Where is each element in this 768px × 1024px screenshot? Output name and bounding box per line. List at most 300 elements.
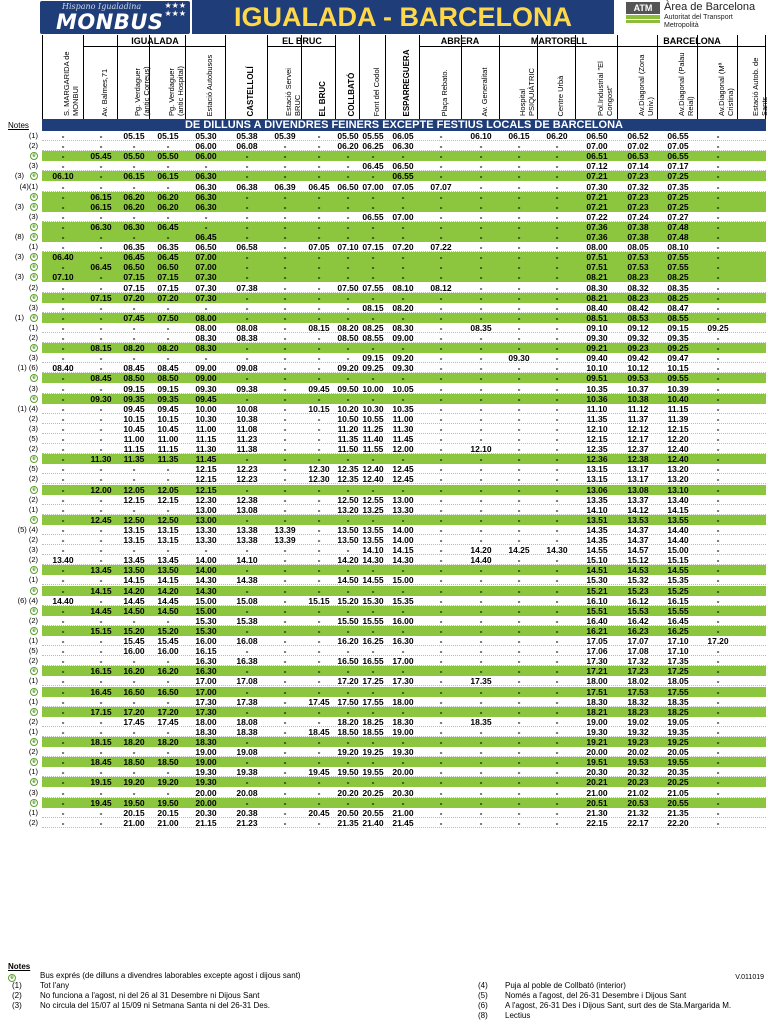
time-cell: - [317, 282, 321, 293]
time-cell: - [716, 474, 720, 485]
time-cell: - [61, 524, 65, 535]
time-cell: 12.30 [195, 494, 217, 505]
time-cell: - [61, 605, 65, 616]
table-row [0, 373, 768, 383]
time-cell: - [61, 423, 65, 434]
station-column-header [84, 35, 118, 119]
time-cell: - [317, 686, 321, 697]
time-cell: - [555, 353, 559, 364]
time-cell: - [99, 383, 103, 394]
time-cell: - [716, 383, 720, 394]
time-cell: 16.55 [362, 656, 384, 667]
time-cell: - [716, 333, 720, 343]
time-cell: - [346, 171, 350, 182]
express-icon: e [30, 152, 38, 160]
time-cell: 17.21 [586, 666, 608, 677]
time-cell: 15.32 [627, 575, 649, 586]
table-row [0, 131, 768, 141]
time-cell: 10.10 [586, 363, 608, 374]
table-row [0, 424, 768, 434]
time-cell: - [245, 292, 249, 303]
time-cell: - [166, 615, 170, 626]
time-cell: - [61, 817, 65, 828]
time-cell: - [439, 484, 443, 495]
time-cell: - [61, 777, 65, 788]
time-cell: - [517, 363, 521, 374]
time-cell: 19.53 [627, 757, 649, 768]
time-cell: 10.50 [337, 413, 359, 424]
time-cell: - [371, 221, 375, 232]
time-cell: - [716, 242, 720, 253]
time-cell: - [401, 191, 405, 202]
time-cell: - [346, 312, 350, 323]
time-cell: - [283, 282, 287, 293]
time-cell: 17.38 [236, 696, 258, 707]
time-cell: - [439, 232, 443, 242]
time-cell: - [317, 706, 321, 717]
time-cell: 09.23 [627, 343, 649, 354]
time-cell: 16.25 [667, 625, 689, 636]
time-cell: - [439, 312, 443, 323]
time-cell: - [346, 585, 350, 596]
time-cell: - [401, 666, 405, 677]
time-cell: - [479, 312, 483, 323]
time-cell: - [283, 777, 287, 788]
time-cell: - [517, 615, 521, 626]
time-cell: 12.38 [236, 494, 258, 505]
time-cell: 20.00 [195, 797, 217, 808]
time-cell: 16.50 [337, 656, 359, 667]
time-cell: 13.15 [157, 524, 179, 535]
time-cell: 07.51 [586, 252, 608, 263]
time-cell: - [716, 696, 720, 707]
time-cell: - [283, 464, 287, 475]
time-cell: - [166, 141, 170, 152]
time-cell: - [283, 807, 287, 818]
time-cell: 17.05 [586, 636, 608, 646]
time-cell: 12.50 [157, 514, 179, 525]
table-row [0, 464, 768, 474]
time-cell: - [99, 322, 103, 333]
time-cell: 14.40 [667, 535, 689, 545]
time-cell: - [283, 333, 287, 343]
time-cell: - [401, 312, 405, 323]
time-cell: - [555, 181, 559, 192]
time-cell: - [99, 726, 103, 737]
time-cell: - [132, 322, 136, 333]
time-cell: - [439, 383, 443, 394]
time-cell: - [517, 252, 521, 263]
time-cell: - [517, 504, 521, 515]
time-cell: - [61, 737, 65, 747]
time-cell: 10.08 [236, 403, 258, 414]
time-cell: - [439, 454, 443, 465]
time-cell: - [439, 171, 443, 182]
time-cell: - [99, 403, 103, 414]
time-cell: 14.00 [392, 524, 414, 535]
time-cell: 06.30 [392, 141, 414, 152]
time-cell: - [346, 292, 350, 303]
time-cell: 12.45 [90, 514, 112, 525]
stars-icon: ★★★ ★★★ [164, 1, 186, 18]
time-cell: 18.25 [667, 706, 689, 717]
time-cell: 11.00 [123, 434, 145, 444]
time-cell: - [439, 605, 443, 616]
time-cell: 13.40 [52, 555, 74, 566]
time-cell: 19.32 [627, 726, 649, 737]
time-cell: 16.42 [627, 615, 649, 626]
time-cell: - [479, 706, 483, 717]
time-cell: - [439, 302, 443, 313]
time-cell: 09.30 [586, 333, 608, 343]
time-cell: - [401, 737, 405, 747]
time-cell: 07.20 [392, 242, 414, 253]
time-cell: - [555, 161, 559, 172]
time-cell: 20.45 [308, 807, 330, 818]
time-cell: - [166, 211, 170, 222]
time-cell: - [401, 393, 405, 404]
time-cell: 11.25 [362, 423, 384, 434]
time-cell: 14.00 [195, 555, 217, 566]
time-cell: 13.55 [362, 535, 384, 545]
time-cell: 15.45 [157, 636, 179, 646]
time-cell: 13.50 [157, 565, 179, 576]
time-cell: - [517, 666, 521, 677]
time-cell: - [283, 252, 287, 263]
time-cell: 06.20 [157, 201, 179, 212]
table-row [0, 313, 768, 323]
time-cell: - [317, 161, 321, 172]
time-cell: - [401, 373, 405, 384]
time-cell: - [479, 262, 483, 273]
time-cell: - [317, 757, 321, 768]
time-cell: 13.55 [667, 514, 689, 525]
time-cell: - [479, 464, 483, 475]
express-icon: e [30, 688, 38, 696]
time-cell: - [61, 706, 65, 717]
time-cell: - [99, 232, 103, 242]
time-cell: 14.45 [157, 595, 179, 606]
time-cell: - [283, 545, 287, 556]
time-cell: 08.00 [586, 242, 608, 253]
time-cell: 14.50 [337, 575, 359, 586]
time-cell: 16.21 [586, 625, 608, 636]
time-cell: - [99, 767, 103, 778]
time-cell: 11.20 [337, 423, 359, 434]
footnote-key: (4) [478, 981, 488, 990]
time-cell: - [283, 161, 287, 172]
time-cell: 07.10 [52, 272, 74, 283]
time-cell: 08.25 [667, 272, 689, 283]
time-cell: - [401, 343, 405, 354]
row-note: (3) [14, 171, 24, 181]
time-cell: 05.50 [123, 151, 145, 162]
time-cell: - [371, 151, 375, 162]
time-cell: - [61, 151, 65, 162]
time-cell: 07.20 [157, 292, 179, 303]
time-cell: - [346, 191, 350, 202]
time-cell: - [346, 252, 350, 263]
time-cell: - [346, 737, 350, 747]
time-cell: 07.15 [90, 292, 112, 303]
time-cell: - [439, 211, 443, 222]
time-cell: 20.23 [627, 777, 649, 788]
time-cell: 06.45 [90, 262, 112, 273]
time-cell: - [401, 757, 405, 768]
footnote-key: (2) [12, 991, 22, 1000]
table-row [0, 232, 768, 242]
time-cell: - [517, 646, 521, 657]
time-cell: 08.25 [667, 292, 689, 303]
page-title-bar [192, 0, 614, 34]
time-cell: 17.20 [157, 706, 179, 717]
time-cell: - [479, 747, 483, 758]
time-cell: - [555, 141, 559, 152]
time-cell: 10.12 [627, 363, 649, 374]
time-cell: - [99, 817, 103, 828]
time-cell: - [166, 333, 170, 343]
row-note: (2) [28, 413, 38, 423]
time-cell: - [716, 817, 720, 828]
time-cell: - [99, 333, 103, 343]
time-cell: - [346, 666, 350, 677]
time-cell: 20.53 [627, 797, 649, 808]
time-cell: 08.50 [337, 333, 359, 343]
time-cell: - [517, 272, 521, 283]
time-cell: 20.15 [157, 807, 179, 818]
time-cell: 14.15 [392, 545, 414, 556]
time-cell: - [61, 636, 65, 646]
table-row [0, 454, 768, 464]
time-cell: - [555, 434, 559, 444]
time-cell: - [439, 706, 443, 717]
time-cell: 07.48 [667, 221, 689, 232]
time-cell: - [132, 504, 136, 515]
time-cell: 17.08 [236, 676, 258, 687]
time-cell: 06.20 [546, 131, 568, 141]
time-cell: - [716, 757, 720, 768]
page-title: IGUALADA - BARCELONA [234, 1, 572, 32]
time-cell: 17.25 [667, 666, 689, 677]
time-cell: 12.10 [470, 444, 492, 455]
time-cell: - [439, 322, 443, 333]
time-cell: - [716, 221, 720, 232]
time-cell: - [204, 221, 208, 232]
time-cell: - [132, 464, 136, 475]
time-cell: - [479, 413, 483, 424]
time-cell: 16.45 [667, 615, 689, 626]
time-cell: - [283, 322, 287, 333]
row-note: (2) [28, 656, 38, 666]
time-cell: 20.55 [362, 807, 384, 818]
time-cell: - [439, 474, 443, 485]
time-cell: 14.40 [470, 555, 492, 566]
time-cell: - [479, 353, 483, 364]
time-cell: - [517, 161, 521, 172]
time-cell: - [245, 666, 249, 677]
time-cell: - [283, 656, 287, 667]
time-cell: 09.21 [586, 343, 608, 354]
time-cell: 15.53 [627, 605, 649, 616]
time-cell: 06.50 [157, 262, 179, 273]
time-cell: - [204, 211, 208, 222]
time-cell: 09.15 [157, 383, 179, 394]
time-cell: 07.12 [586, 161, 608, 172]
time-cell: - [317, 585, 321, 596]
time-cell: 19.55 [667, 757, 689, 768]
time-cell: 17.55 [362, 696, 384, 707]
time-cell: - [61, 201, 65, 212]
time-cell: 15.10 [586, 555, 608, 566]
time-cell: - [204, 353, 208, 364]
time-cell: - [283, 636, 287, 646]
time-cell: - [517, 676, 521, 687]
time-cell: 15.30 [362, 595, 384, 606]
time-cell: - [517, 232, 521, 242]
express-icon: e [30, 314, 38, 322]
time-cell: - [371, 625, 375, 636]
time-cell: - [317, 615, 321, 626]
time-cell: - [716, 484, 720, 495]
time-cell: 11.10 [586, 403, 608, 414]
time-cell: - [517, 302, 521, 313]
station-column-header [618, 35, 658, 119]
row-note: (1) [28, 575, 38, 585]
time-cell: 10.30 [195, 413, 217, 424]
time-cell: 07.27 [667, 211, 689, 222]
time-cell: - [439, 434, 443, 444]
time-cell: 07.15 [157, 282, 179, 293]
time-cell: 14.00 [195, 565, 217, 576]
time-cell: 20.05 [667, 747, 689, 758]
time-cell: 11.55 [362, 444, 384, 455]
time-cell: 09.08 [236, 363, 258, 374]
time-cell: - [61, 333, 65, 343]
time-cell: - [346, 454, 350, 465]
time-cell: 07.23 [627, 191, 649, 202]
time-cell: - [716, 575, 720, 586]
time-cell: - [317, 221, 321, 232]
time-cell: 06.52 [627, 131, 649, 141]
time-cell: - [99, 636, 103, 646]
time-cell: 06.10 [52, 171, 74, 182]
time-cell: - [166, 747, 170, 758]
time-cell: - [439, 535, 443, 545]
time-cell: - [99, 747, 103, 758]
table-row [0, 262, 768, 272]
time-cell: - [439, 777, 443, 788]
row-note: (2) [28, 444, 38, 454]
table-row [0, 444, 768, 454]
time-cell: - [439, 221, 443, 232]
row-note: (2) [28, 494, 38, 504]
row-note: (2) [28, 282, 38, 292]
time-cell: - [283, 716, 287, 727]
time-cell: - [517, 292, 521, 303]
time-cell: 06.45 [308, 181, 330, 192]
time-cell: - [555, 666, 559, 677]
time-cell: 17.23 [627, 666, 649, 677]
time-cell: - [132, 615, 136, 626]
time-cell: - [346, 221, 350, 232]
station-name: Av.Diagonal (Zona Univ.) [636, 54, 654, 116]
time-cell: 14.40 [667, 524, 689, 535]
time-cell: - [555, 737, 559, 747]
time-cell: - [401, 797, 405, 808]
time-cell: 09.30 [195, 383, 217, 394]
time-cell: 09.20 [392, 353, 414, 364]
time-cell: 14.15 [667, 504, 689, 515]
time-cell: 20.00 [392, 767, 414, 778]
time-cell: 08.20 [157, 343, 179, 354]
time-cell: - [132, 767, 136, 778]
footnotes-title: Notes [8, 962, 31, 971]
time-cell: - [555, 282, 559, 293]
express-icon: e [30, 607, 38, 615]
time-cell: - [716, 282, 720, 293]
time-cell: - [517, 171, 521, 182]
time-cell: - [439, 403, 443, 414]
time-cell: - [317, 484, 321, 495]
time-cell: - [283, 605, 287, 616]
time-cell: - [479, 363, 483, 374]
time-cell: 07.22 [586, 211, 608, 222]
time-cell: - [317, 787, 321, 798]
time-cell: - [371, 484, 375, 495]
time-cell: 12.10 [586, 423, 608, 434]
time-cell: 15.20 [123, 625, 145, 636]
time-cell: - [317, 625, 321, 636]
time-cell: - [61, 312, 65, 323]
time-cell: - [401, 777, 405, 788]
time-cell: 17.20 [337, 676, 359, 687]
time-cell: - [555, 393, 559, 404]
time-cell: 21.00 [586, 787, 608, 798]
table-row [0, 525, 768, 535]
time-cell: - [346, 232, 350, 242]
time-cell: - [61, 656, 65, 667]
time-cell: 20.30 [392, 787, 414, 798]
time-cell: - [132, 353, 136, 364]
row-note: (5) [28, 646, 38, 656]
time-cell: 20.55 [667, 797, 689, 808]
time-cell: - [99, 161, 103, 172]
time-cell: 07.53 [627, 252, 649, 263]
time-cell: 08.12 [430, 282, 452, 293]
time-cell: - [716, 141, 720, 152]
time-cell: 17.51 [586, 686, 608, 697]
time-cell: - [479, 575, 483, 586]
time-cell: 17.00 [195, 676, 217, 687]
express-icon: e [30, 758, 38, 766]
express-icon: e [30, 233, 38, 241]
time-cell: - [61, 322, 65, 333]
station-name: Font del Codol [371, 67, 381, 116]
time-cell: - [401, 292, 405, 303]
time-cell: - [439, 353, 443, 364]
time-cell: - [716, 181, 720, 192]
time-cell: 06.08 [236, 141, 258, 152]
time-cell: - [517, 817, 521, 828]
time-cell: 18.30 [195, 726, 217, 737]
express-icon: e [8, 971, 16, 981]
time-cell: - [61, 191, 65, 202]
time-cell: - [61, 514, 65, 525]
time-cell: 19.25 [362, 747, 384, 758]
time-cell: - [439, 737, 443, 747]
time-cell: - [555, 757, 559, 768]
time-cell: 09.10 [586, 322, 608, 333]
